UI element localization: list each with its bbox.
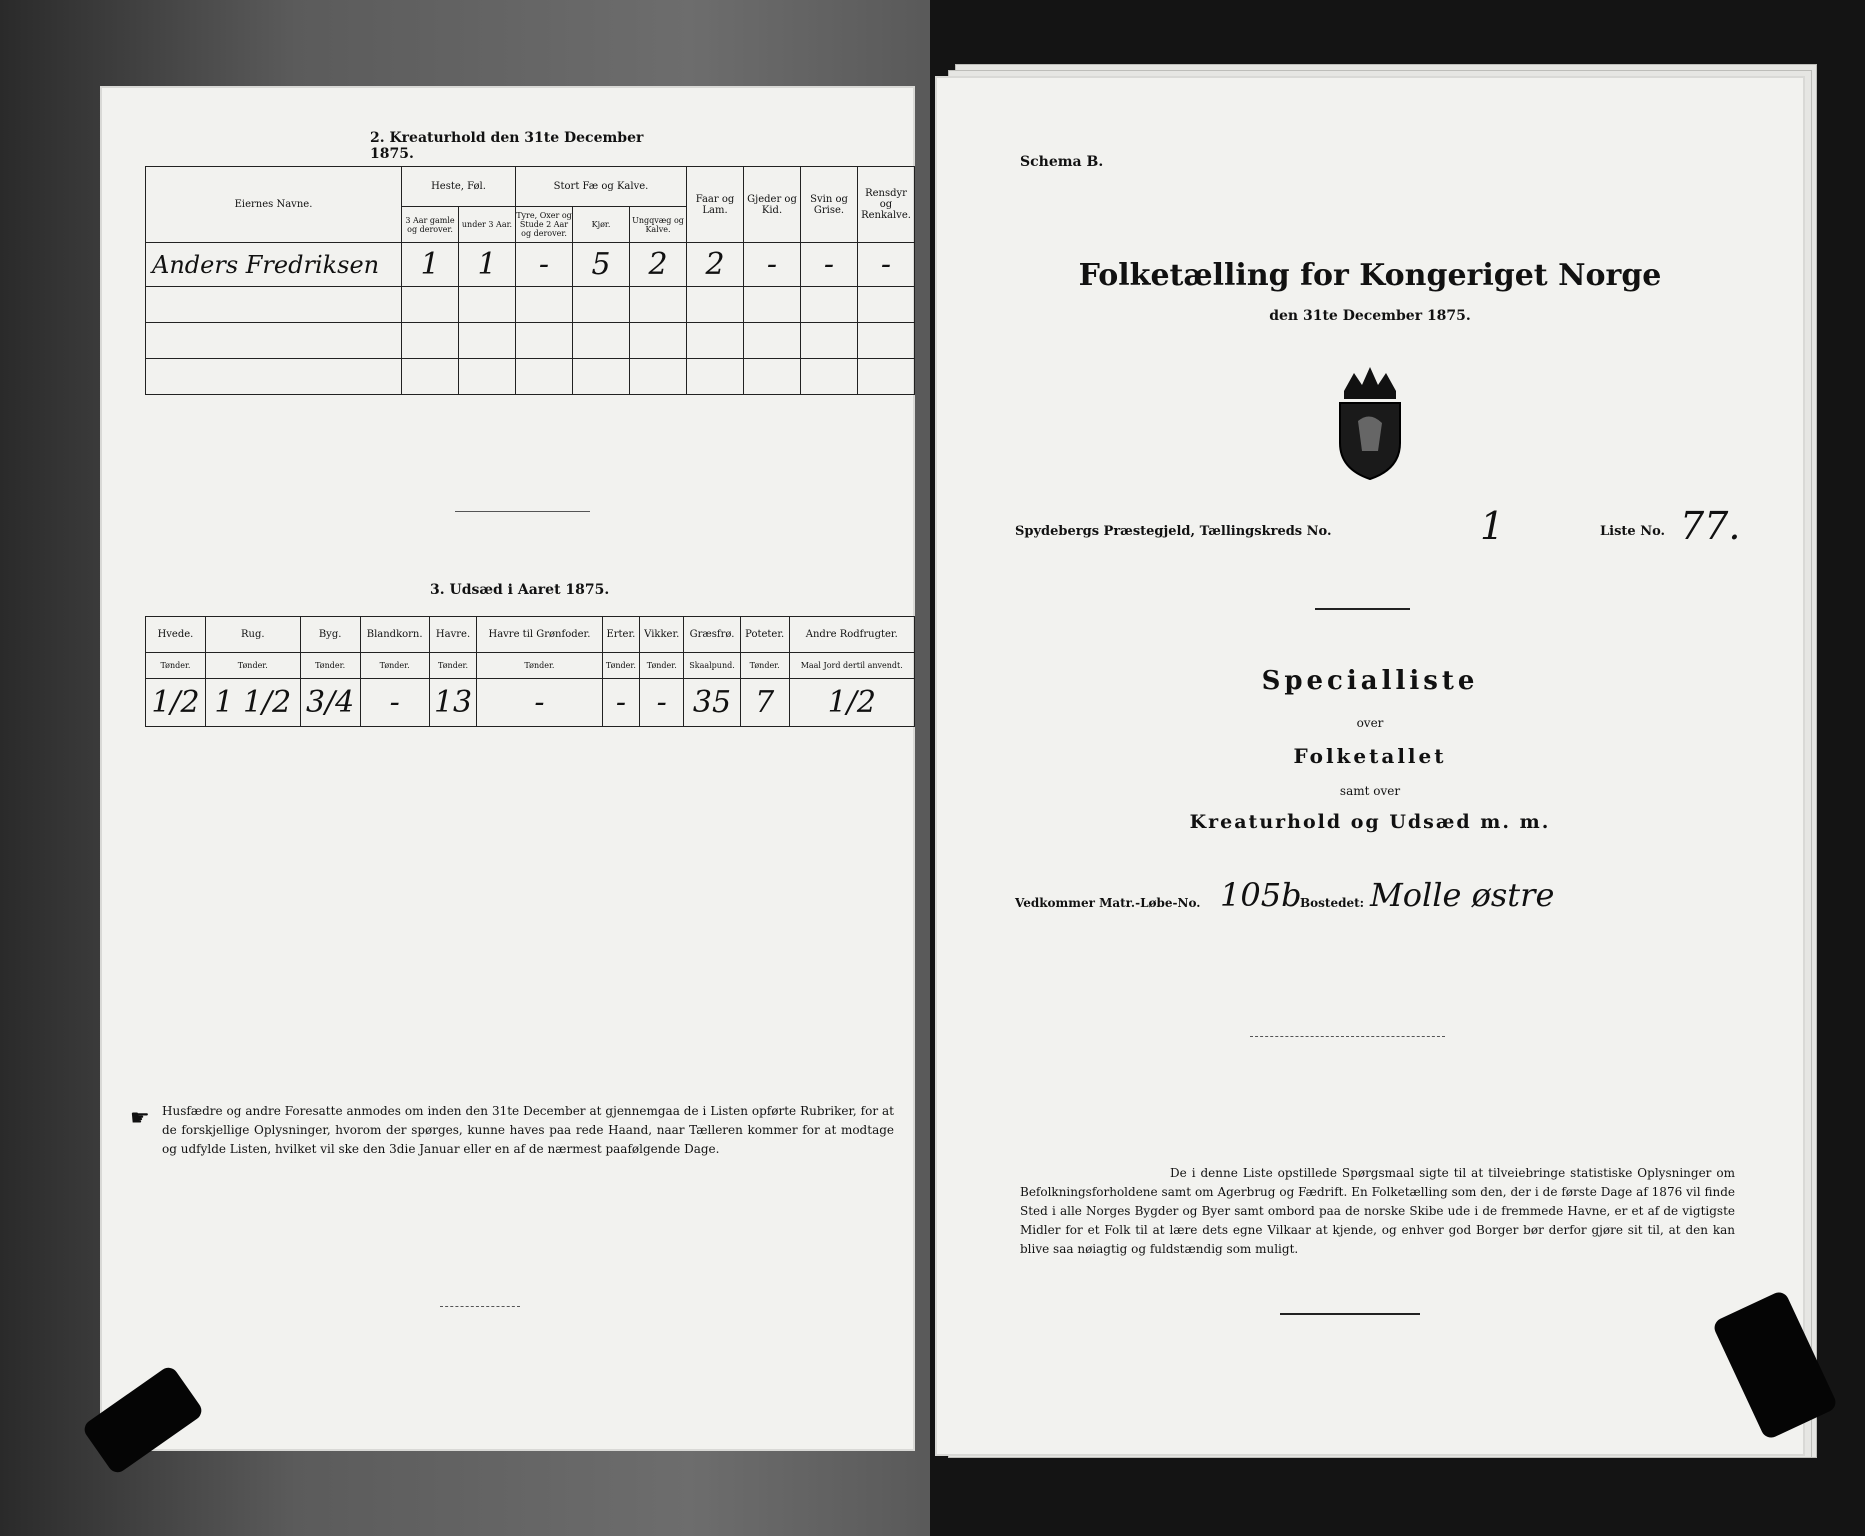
specialliste-title: Specialliste: [1261, 666, 1479, 696]
cell-heste-old: 1: [402, 243, 459, 287]
bostedet-value: Molle østre: [1370, 876, 1555, 914]
seed-header-3: Blandkorn.: [360, 617, 429, 653]
cell-ungqvaeg: 2: [630, 243, 687, 287]
seed-unit-5: Tønder.: [477, 653, 602, 679]
divider: [455, 511, 590, 512]
seed-value-9: 7: [740, 679, 789, 727]
section2-title: 2. Kreaturhold den 31te December 1875.: [370, 130, 644, 162]
seed-unit-7: Tønder.: [640, 653, 684, 679]
col-heste-header: Heste, Føl.: [402, 167, 516, 207]
explanation-paragraph: De i denne Liste opstillede Spørgsmaal sigte til at tilveiebringe statistiske Oplysninger om Befolkningsforholdene samt om Agerbrug og Fædrift. En Folketælling som den, der i de første Dage af 1876 vil finde Sted i alle Norges Bygder og Byer samt ombord paa de norske Skibe ude i de fremmede Havne, er et af de vigtigste Midler for et Folk til at lære dets egne Vilkaar at kjende, og enhver god Borger bør derfor gjøre sit til, at den kan blive saa nøiagtig og fuldstændig som muligt.: [1020, 1166, 1735, 1256]
cell-kjor: 5: [573, 243, 630, 287]
table-row: [146, 323, 915, 359]
divider: [1250, 1036, 1445, 1037]
seed-header-0: Hvede.: [146, 617, 206, 653]
instruction-note: Husfædre og andre Foresatte anmodes om inden den 31te December at gjennemgaa de i Listen opførte Rubriker, for at de forskjellige Oplysninger, hvorom der spørges, kunne haves paa rede Haand, naar Tælleren kommer for at modtage og udfylde Listen, hvilket vil ske den 3die Januar eller en af de nærmest paafølgende Dage.: [162, 1104, 894, 1156]
census-title: Folketælling for Kongeriget Norge: [1078, 258, 1662, 293]
seed-header-2: Byg.: [300, 617, 360, 653]
divider: [1280, 1313, 1420, 1315]
seed-header-8: Græsfrø.: [684, 617, 741, 653]
livestock-table: [145, 166, 915, 395]
seed-header-5: Havre til Grønfoder.: [477, 617, 602, 653]
folketallet-title: Folketallet: [1293, 744, 1447, 768]
col-svin-header: Svin og Grise.: [801, 167, 858, 243]
seed-value-2: 3/4: [300, 679, 360, 727]
table-row: [146, 359, 915, 395]
kreaturhold-title: Kreaturhold og Udsæd m. m.: [1189, 811, 1551, 833]
census-date: den 31te December 1875.: [1269, 308, 1471, 324]
seed-value-8: 35: [684, 679, 741, 727]
col-rensdyr-header: Rensdyr og Renkalve.: [858, 167, 915, 243]
col-faar-header: Faar og Lam.: [687, 167, 744, 243]
seed-value-5: -: [477, 679, 602, 727]
col-stort-header: Stort Fæ og Kalve.: [516, 167, 687, 207]
sub-heste-old: 3 Aar gamle og derover.: [402, 207, 459, 243]
section3-title: 3. Udsæd i Aaret 1875.: [430, 582, 610, 598]
seed-value-3: -: [360, 679, 429, 727]
right-page: [935, 76, 1805, 1456]
seed-value-1: 1 1/2: [205, 679, 300, 727]
divider: [440, 1306, 520, 1307]
seed-unit-3: Tønder.: [360, 653, 429, 679]
cell-faar: 2: [687, 243, 744, 287]
seed-header-10: Andre Rodfrugter.: [789, 617, 914, 653]
seed-header-9: Poteter.: [740, 617, 789, 653]
liste-label: Liste No.: [1600, 524, 1666, 539]
seed-unit-9: Tønder.: [740, 653, 789, 679]
schema-label: Schema B.: [1020, 154, 1104, 170]
seed-value-0: 1/2: [146, 679, 206, 727]
coat-of-arms-icon: [1310, 361, 1430, 481]
table-row: [146, 287, 915, 323]
sub-tyre: Tyre, Oxer og Stude 2 Aar og derover.: [516, 207, 573, 243]
seed-header-7: Vikker.: [640, 617, 684, 653]
matr-label: Vedkommer Matr.-Løbe-No.: [1015, 896, 1201, 910]
sub-heste-young: under 3 Aar.: [459, 207, 516, 243]
samt-over-text: samt over: [1339, 784, 1401, 798]
divider: [1315, 608, 1410, 610]
col-gjeder-header: Gjeder og Kid.: [744, 167, 801, 243]
seed-value-6: -: [602, 679, 640, 727]
seed-unit-8: Skaalpund.: [684, 653, 741, 679]
cell-tyre: -: [516, 243, 573, 287]
left-page: [100, 86, 915, 1451]
liste-number: 77.: [1680, 504, 1741, 548]
seed-value-7: -: [640, 679, 684, 727]
cell-rensdyr: -: [858, 243, 915, 287]
cell-gjeder: -: [744, 243, 801, 287]
sub-ungqvaeg: Ungqvæg og Kalve.: [630, 207, 687, 243]
seed-value-4: 13: [429, 679, 477, 727]
seed-unit-6: Tønder.: [602, 653, 640, 679]
kreds-number: 1: [1480, 504, 1505, 548]
over-text: over: [1356, 716, 1384, 730]
seed-header-1: Rug.: [205, 617, 300, 653]
seed-value-10: 1/2: [789, 679, 914, 727]
cell-heste-young: 1: [459, 243, 516, 287]
seed-header-4: Havre.: [429, 617, 477, 653]
col-owner-header: Eiernes Navne.: [146, 167, 402, 243]
seed-unit-4: Tønder.: [429, 653, 477, 679]
seed-unit-1: Tønder.: [205, 653, 300, 679]
pointing-hand-icon: ☛: [130, 1106, 150, 1131]
seed-header-6: Erter.: [602, 617, 640, 653]
seed-table: [145, 616, 915, 727]
cell-svin: -: [801, 243, 858, 287]
bostedet-label: Bostedet:: [1300, 896, 1365, 910]
matr-number: 105b: [1220, 876, 1302, 914]
seed-unit-10: Maal Jord dertil anvendt.: [789, 653, 914, 679]
sub-kjor: Kjør.: [573, 207, 630, 243]
owner-name: Anders Fredriksen: [146, 243, 402, 287]
seed-unit-2: Tønder.: [300, 653, 360, 679]
seed-unit-0: Tønder.: [146, 653, 206, 679]
prestegjeld-label: Spydebergs Præstegjeld, Tællingskreds No.: [1015, 524, 1332, 539]
